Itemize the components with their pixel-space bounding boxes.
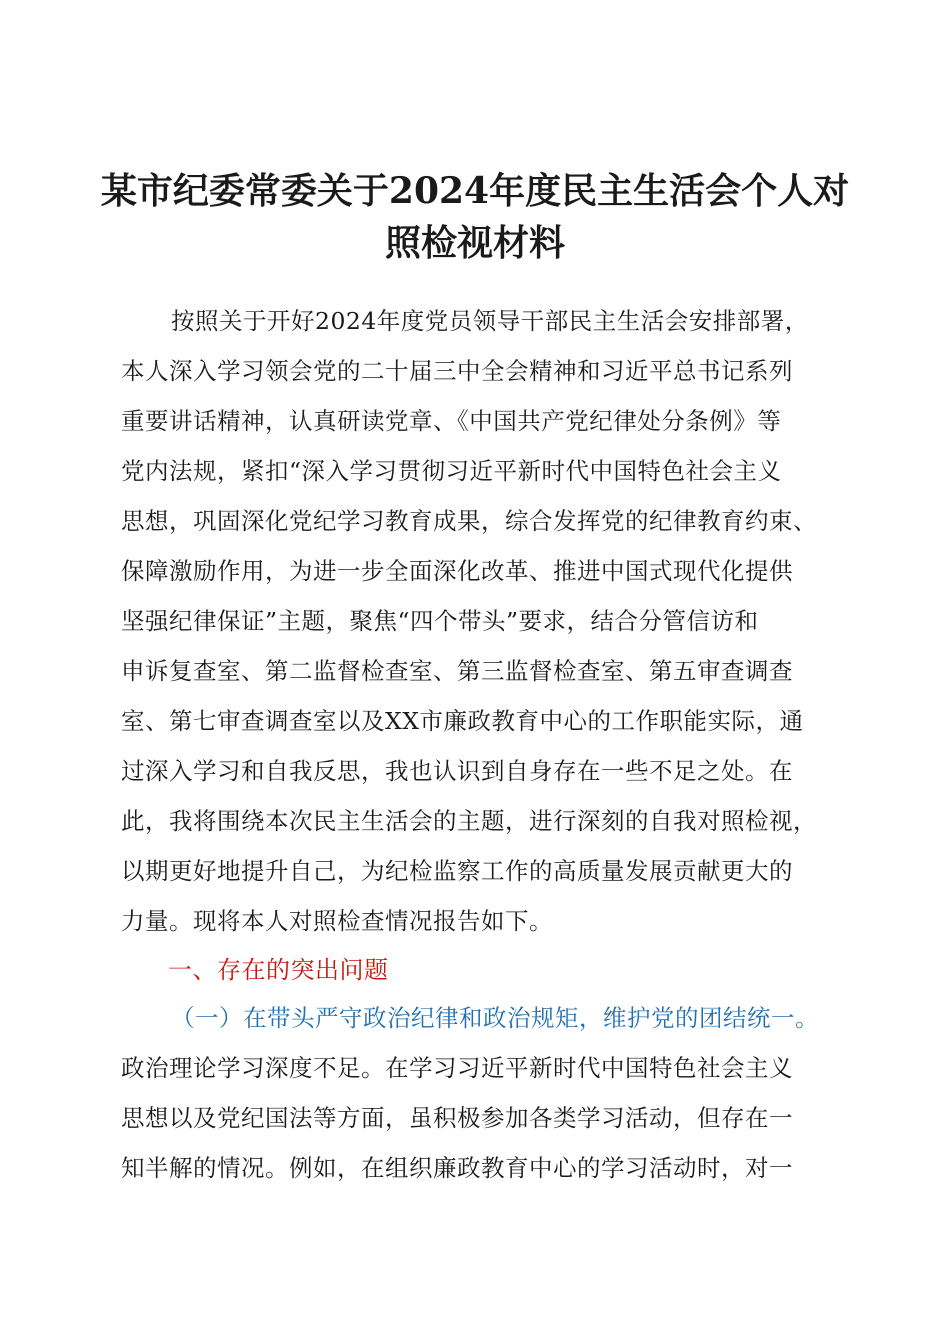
paragraph-line: 本人深入学习领会党的二十届三中全会精神和习近平总书记系列 [121, 357, 793, 385]
section-heading: 一、存在的突出问题 [168, 956, 389, 984]
paragraph-line: 力量。现将本人对照检查情况报告如下。 [121, 907, 553, 935]
paragraph-line: 此，我将围绕本次民主生活会的主题，进行深刻的自我对照检视， [121, 807, 817, 835]
paragraph-line: 思想，巩固深化党纪学习教育成果，综合发挥党的纪律教育约束、 [121, 507, 817, 535]
subsection-heading: （一）在带头严守政治纪律和政治规矩，维护党的团结统一。 [171, 1004, 819, 1032]
paragraph-line: 以期更好地提升自己，为纪检监察工作的高质量发展贡献更大的 [121, 857, 793, 885]
document-title-line-2: 照检视材料 [384, 222, 565, 264]
paragraph-line: 知半解的情况。例如，在组织廉政教育中心的学习活动时，对一 [121, 1154, 793, 1182]
paragraph-line: 按照关于开好2024年度党员领导干部民主生活会安排部署， [171, 307, 809, 335]
paragraph-line: 保障激励作用，为进一步全面深化改革、推进中国式现代化提供 [121, 557, 793, 585]
paragraph-line: 政治理论学习深度不足。在学习习近平新时代中国特色社会主义 [121, 1054, 793, 1082]
paragraph-line: 重要讲话精神，认真研读党章、《中国共产党纪律处分条例》等 [121, 407, 782, 435]
paragraph-line: 党内法规，紧扣“深入学习贯彻习近平新时代中国特色社会主义 [121, 457, 782, 485]
paragraph-line: 过深入学习和自我反思，我也认识到自身存在一些不足之处。在 [121, 757, 793, 785]
document-title-line-1: 某市纪委常委关于2024年度民主生活会个人对 [100, 170, 850, 212]
paragraph-line: 室、第七审查调查室以及XX市廉政教育中心的工作职能实际，通 [121, 707, 804, 735]
paragraph-line: 申诉复查室、第二监督检查室、第三监督检查室、第五审查调查 [121, 657, 793, 685]
paragraph-line: 思想以及党纪国法等方面，虽积极参加各类学习活动，但存在一 [121, 1104, 793, 1132]
paragraph-line: 坚强纪律保证”主题，聚焦“四个带头”要求，结合分管信访和 [121, 607, 759, 635]
